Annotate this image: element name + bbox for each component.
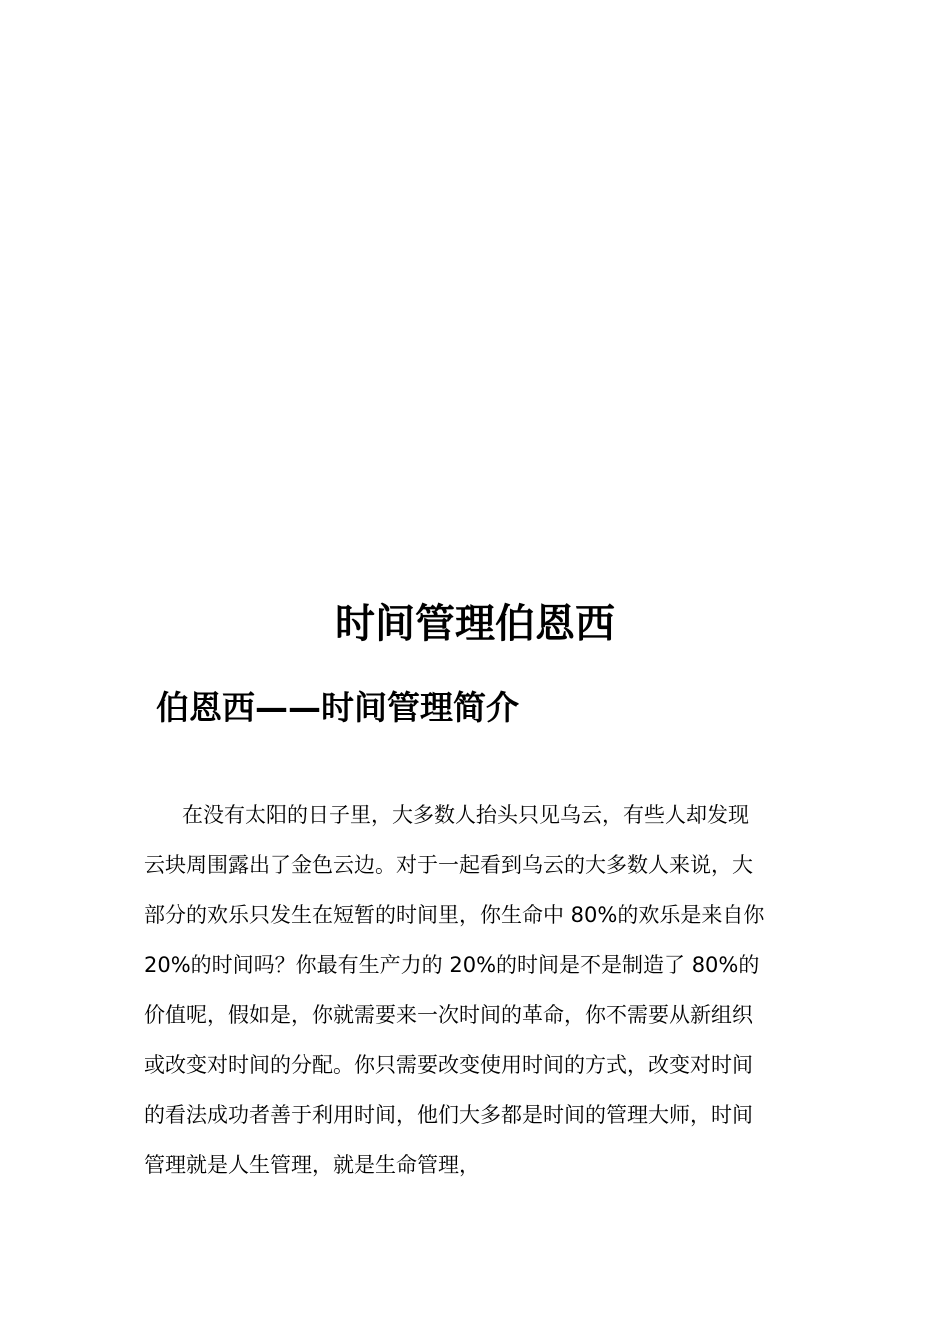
document-title: 时间管理伯恩西: [335, 601, 615, 647]
paragraph-line: 或改变对时间的分配。你只需要改变使用时间的方式，改变对时间: [144, 1053, 753, 1077]
paragraph-line: 云块周围露出了金色云边。对于一起看到乌云的大多数人来说，大: [144, 853, 753, 877]
paragraph-line: 价值呢，假如是，你就需要来一次时间的革命，你不需要从新组织: [144, 1003, 753, 1027]
section-heading: 伯恩西——时间管理简介: [156, 688, 519, 727]
paragraph-line: 20%的时间吗？你最有生产力的 20%的时间是不是制造了 80%的: [144, 953, 760, 977]
body-paragraph: [144, 790, 824, 1190]
paragraph-line: 在没有太阳的日子里，大多数人抬头只见乌云，有些人却发现: [182, 803, 749, 827]
paragraph-line: 部分的欢乐只发生在短暂的时间里，你生命中 80%的欢乐是来自你: [144, 903, 765, 927]
paragraph-line: 的看法成功者善于利用时间，他们大多都是时间的管理大师，时间: [144, 1103, 753, 1127]
paragraph-line: 管理就是人生管理，就是生命管理，: [144, 1153, 480, 1177]
